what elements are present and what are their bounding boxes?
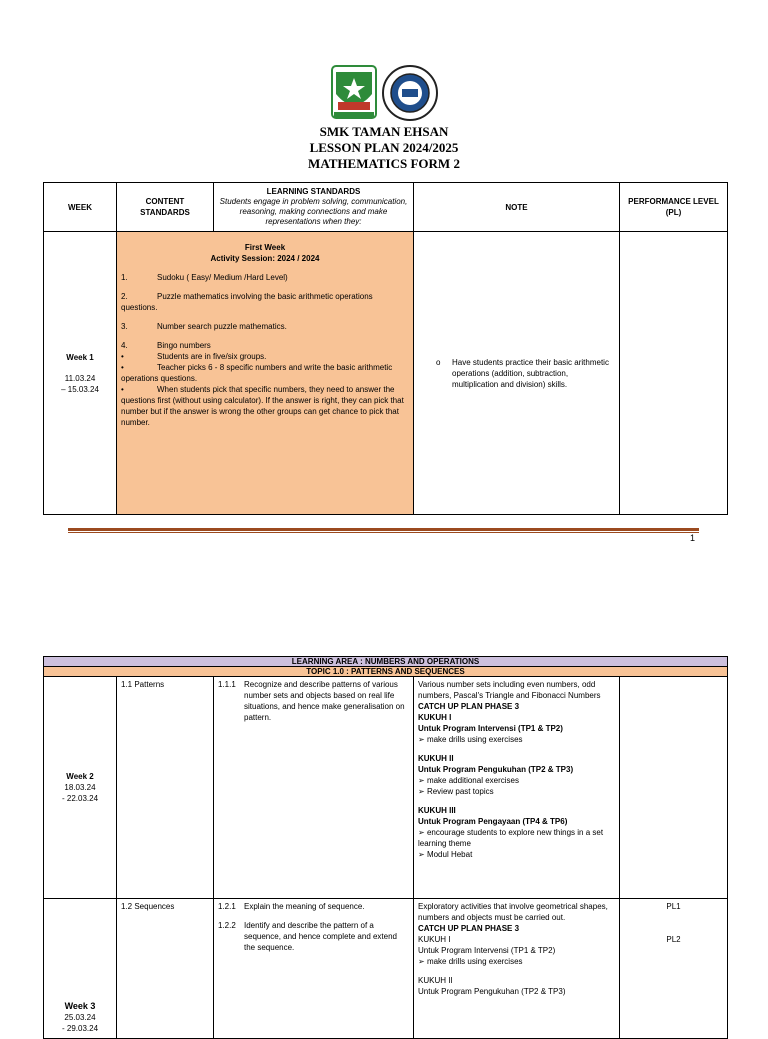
content-standard-cell: 1.2 Sequences: [117, 899, 214, 1039]
performance-level-cell: [620, 677, 728, 899]
standard-text: Recognize and describe patterns of various number sets and objects based on real life situations, and hence make generalisation on pattern.: [244, 680, 405, 722]
subject-title: MATHEMATICS FORM 2: [308, 156, 460, 171]
note-header: NOTE: [414, 183, 620, 232]
list-item: ➢ make drills using exercises: [418, 734, 615, 745]
activity-title: First Week: [244, 243, 286, 252]
list-item: 1. Sudoku ( Easy/ Medium /Hard Level): [121, 273, 288, 282]
table-row: [44, 232, 728, 515]
content-standard-cell: 1.1 Patterns: [117, 677, 214, 899]
catch-up-plan: CATCH UP PLAN PHASE 3: [418, 702, 520, 711]
page-divider: [68, 528, 699, 531]
program-heading: Untuk Program Intervensi (TP1 & TP2): [418, 724, 563, 733]
week-end-date: - 29.03.24: [61, 1024, 99, 1033]
school-name: SMK TAMAN EHSAN: [319, 124, 449, 139]
note-cell: [414, 899, 620, 1039]
kukuh-heading: KUKUH II: [418, 976, 453, 985]
standard-text: Identify and describe the pattern of a sequence, and hence complete and extend the sequence.: [244, 921, 398, 952]
program-heading: Untuk Program Pengayaan (TP4 & TP6): [418, 817, 568, 826]
list-item: ➢ Modul Hebat: [418, 849, 615, 860]
performance-level-header: PERFORMANCE LEVEL (PL): [620, 183, 728, 232]
learning-standards-header: [214, 183, 414, 232]
school-crest-logo: [332, 66, 376, 118]
list-item: ➢ make drills using exercises: [418, 956, 615, 967]
note-intro: Various number sets including even numbers, odd numbers, Pascal's Triangle and Fibonacci Numbers: [418, 680, 601, 700]
catch-up-plan: CATCH UP PLAN PHASE 3: [418, 924, 520, 933]
topic-banner: TOPIC 1.0 : PATTERNS AND SEQUENCES: [44, 667, 728, 677]
kukuh-heading: KUKUH I: [418, 713, 452, 722]
note-cell: [414, 677, 620, 899]
kukuh-heading: KUKUH I: [418, 935, 451, 944]
learning-standards-title: LEARNING STANDARDS: [266, 187, 361, 196]
content-standards-header: CONTENT STANDARDS: [117, 183, 214, 232]
list-item: ➢ encourage students to explore new things in a set learning theme: [418, 827, 615, 849]
week-end-date: - 22.03.24: [61, 794, 99, 803]
standard-text: Explain the meaning of sequence.: [244, 902, 365, 911]
page-number: 1: [690, 533, 696, 543]
topic-row: [44, 667, 728, 677]
performance-level-cell: [620, 232, 728, 515]
note-text: Have students practice their basic arithmetic operations (addition, subtraction, multiplication and division) skills.: [452, 357, 609, 389]
learning-standards-desc: Students engage in problem solving, communication, reasoning, making connections and make representations when they:: [219, 197, 408, 226]
activity-session: Activity Session: 2024 / 2024: [210, 254, 320, 263]
pl-label: PL2: [666, 935, 681, 944]
lesson-plan-table-topic1: [43, 656, 728, 1039]
list-item: ➢ Review past topics: [418, 786, 615, 797]
lesson-plan-table-week1: [43, 182, 728, 515]
week-label: Week 2: [66, 772, 94, 781]
circle-bullet-icon: o: [436, 357, 441, 367]
week-label: Week 1: [66, 352, 94, 362]
standard-number: 1.1.1: [218, 680, 236, 689]
lesson-plan-title: LESSON PLAN 2024/2025: [309, 140, 459, 155]
page-divider-thin: [68, 532, 699, 533]
week-header: WEEK: [44, 183, 117, 232]
standard-number: 1.2.1: [218, 902, 236, 911]
school-seal-logo: [383, 66, 437, 120]
list-item: 2. Puzzle mathematics involving the basic arithmetic operations questions.: [121, 292, 373, 312]
learning-standard-cell: [214, 899, 414, 1039]
learning-standard-cell: [214, 677, 414, 899]
note-cell: [414, 232, 620, 515]
kukuh-heading: KUKUH III: [418, 806, 456, 815]
activity-cell: [117, 232, 414, 515]
week-start-date: 18.03.24: [64, 783, 96, 792]
week-cell: [44, 232, 117, 515]
bullet-item: • Teacher picks 6 - 8 specific numbers and write the basic arithmetic operations questions.: [121, 363, 393, 383]
standard-number: 1.2.2: [218, 921, 236, 930]
program-heading: Untuk Program Pengukuhan (TP2 & TP3): [418, 765, 574, 774]
program-heading: Untuk Program Intervensi (TP1 & TP2): [418, 946, 556, 955]
list-item: ➢ make additional exercises: [418, 775, 615, 786]
bullet-item: • When students pick that specific numbers, they need to answer the questions first (without using calculator). If the answer is right, they can pick that number but if the answer is wrong the other groups can get chance to pick that number.: [121, 385, 404, 427]
week-cell: [44, 899, 117, 1039]
learning-area-banner: LEARNING AREA : NUMBERS AND OPERATIONS: [44, 657, 728, 667]
school-logos: [330, 64, 442, 122]
week-start-date: 11.03.24: [64, 373, 96, 383]
performance-level-cell: [620, 899, 728, 1039]
program-heading: Untuk Program Pengukuhan (TP2 & TP3): [418, 987, 566, 996]
table-header-row: [44, 183, 728, 232]
week-cell: [44, 677, 117, 899]
table-row: [44, 677, 728, 899]
pl-label: PL1: [666, 902, 681, 911]
kukuh-heading: KUKUH II: [418, 754, 454, 763]
week-label: Week 3: [64, 1001, 96, 1011]
learning-area-row: [44, 657, 728, 667]
week-end-date: – 15.03.24: [61, 384, 99, 394]
table-row: [44, 899, 728, 1039]
list-item: 3. Number search puzzle mathematics.: [121, 322, 287, 331]
list-item: 4. Bingo numbers: [121, 341, 211, 350]
week-start-date: 25.03.24: [64, 1013, 96, 1022]
bullet-item: • Students are in five/six groups.: [121, 352, 267, 361]
note-intro: Exploratory activities that involve geometrical shapes, numbers and objects must be carried out.: [418, 902, 608, 922]
